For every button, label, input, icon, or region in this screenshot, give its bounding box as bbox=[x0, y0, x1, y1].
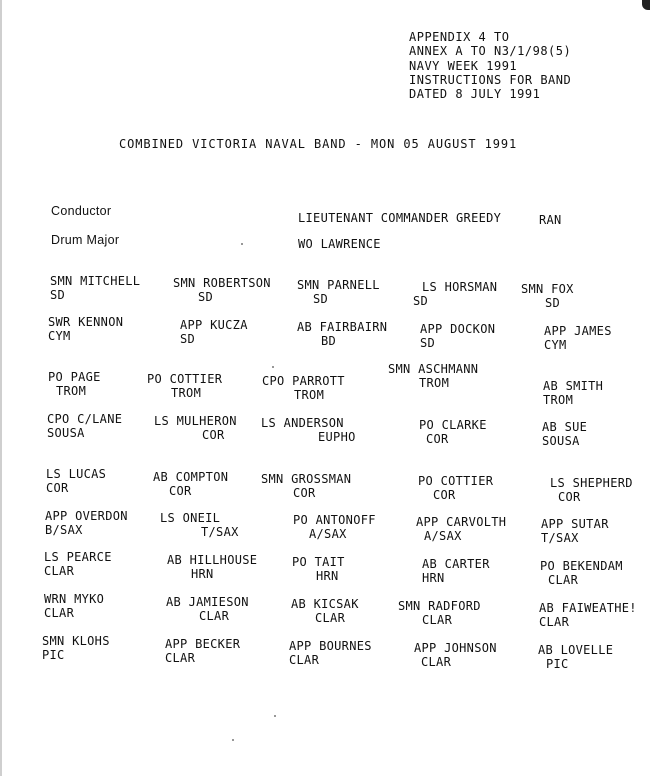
member-instrument: COR bbox=[46, 480, 69, 495]
band-member bbox=[413, 281, 497, 308]
band-member bbox=[544, 325, 612, 352]
scan-speck bbox=[274, 715, 276, 717]
band-member bbox=[42, 635, 110, 662]
member-instrument: A/SAX bbox=[309, 526, 347, 541]
member-name: PO CLARKE bbox=[419, 418, 487, 432]
member-name: SMN KLOHS bbox=[42, 634, 110, 648]
band-member bbox=[289, 640, 372, 667]
band-member bbox=[297, 321, 387, 348]
member-instrument: T/SAX bbox=[541, 530, 579, 545]
member-instrument: EUPHO bbox=[318, 429, 356, 444]
member-name: APP SUTAR bbox=[541, 517, 609, 531]
band-member bbox=[167, 554, 257, 581]
scan-edge bbox=[0, 0, 2, 776]
member-instrument: CLAR bbox=[165, 650, 196, 665]
band-member bbox=[291, 598, 359, 625]
member-instrument: CLAR bbox=[289, 652, 320, 667]
band-member bbox=[48, 316, 123, 343]
member-instrument: SD bbox=[180, 331, 196, 346]
member-instrument: COR bbox=[202, 427, 225, 442]
member-instrument: HRN bbox=[316, 568, 339, 583]
header-line: NAVY WEEK 1991 bbox=[409, 58, 518, 73]
member-instrument: TROM bbox=[419, 375, 450, 390]
member-name: AB JAMIESON bbox=[166, 595, 249, 609]
member-name: LS SHEPHERD bbox=[550, 476, 633, 490]
band-member bbox=[419, 419, 487, 446]
member-instrument: CLAR bbox=[44, 605, 75, 620]
band-member bbox=[293, 514, 376, 541]
header-line: ANNEX A TO N3/1/98(5) bbox=[409, 44, 572, 59]
band-member bbox=[416, 516, 506, 543]
document-title: COMBINED VICTORIA NAVAL BAND - MON 05 AUGUST 1991 bbox=[119, 137, 518, 151]
band-member bbox=[154, 415, 237, 442]
member-instrument: SD bbox=[413, 293, 429, 308]
member-instrument: COR bbox=[169, 483, 192, 498]
member-instrument: CLAR bbox=[315, 610, 346, 625]
member-name: AB LOVELLE bbox=[538, 643, 614, 657]
drum-major-name: WO LAWRENCE bbox=[298, 237, 381, 251]
member-name: LS HORSMAN bbox=[422, 280, 498, 294]
member-instrument: SD bbox=[545, 295, 561, 310]
member-name: APP OVERDON bbox=[45, 509, 128, 523]
member-instrument: COR bbox=[433, 487, 456, 502]
member-name: APP KUCZA bbox=[180, 318, 248, 332]
appendix-header bbox=[409, 30, 571, 101]
member-instrument: SD bbox=[313, 291, 329, 306]
member-name: APP JOHNSON bbox=[414, 641, 497, 655]
member-name: CPO PARROTT bbox=[262, 374, 345, 388]
band-member bbox=[48, 371, 101, 398]
member-instrument: TROM bbox=[171, 385, 202, 400]
band-member bbox=[160, 512, 239, 539]
member-name: PO COTTIER bbox=[418, 474, 494, 488]
member-name: AB FAIWEATHE! bbox=[539, 601, 637, 615]
band-member bbox=[542, 421, 587, 448]
member-instrument: CYM bbox=[48, 328, 71, 343]
band-member bbox=[541, 518, 609, 545]
band-member bbox=[173, 277, 271, 304]
member-name: SWR KENNON bbox=[48, 315, 124, 329]
member-name: AB SMITH bbox=[543, 379, 604, 393]
band-member bbox=[521, 283, 574, 310]
member-name: AB KICSAK bbox=[291, 597, 359, 611]
member-name: LS ANDERSON bbox=[261, 416, 344, 430]
band-member bbox=[538, 644, 613, 671]
member-name: SMN ROBERTSON bbox=[173, 276, 271, 290]
band-member bbox=[47, 413, 122, 440]
scan-corner-mark bbox=[642, 0, 650, 10]
member-name: PO PAGE bbox=[48, 370, 101, 384]
member-instrument: B/SAX bbox=[45, 522, 83, 537]
member-name: AB SUE bbox=[542, 420, 588, 434]
band-member bbox=[398, 600, 481, 627]
member-instrument: TROM bbox=[56, 383, 87, 398]
member-instrument: HRN bbox=[422, 570, 445, 585]
member-instrument: TROM bbox=[543, 392, 574, 407]
member-instrument: T/SAX bbox=[201, 524, 239, 539]
member-name: SMN FOX bbox=[521, 282, 574, 296]
band-member bbox=[292, 556, 345, 583]
member-instrument: CLAR bbox=[421, 654, 452, 669]
conductor-label: Conductor bbox=[51, 204, 112, 218]
scan-speck bbox=[232, 739, 234, 741]
member-name: APP BECKER bbox=[165, 637, 241, 651]
band-member bbox=[261, 473, 351, 500]
band-member bbox=[44, 551, 112, 578]
header-line: DATED 8 JULY 1991 bbox=[409, 87, 541, 102]
member-name: SMN PARNELL bbox=[297, 278, 380, 292]
conductor-name: LIEUTENANT COMMANDER GREEDY bbox=[298, 211, 502, 225]
member-name: SMN MITCHELL bbox=[50, 274, 141, 288]
member-name: AB CARTER bbox=[422, 557, 490, 571]
member-instrument: TROM bbox=[294, 387, 325, 402]
member-instrument: PIC bbox=[42, 647, 65, 662]
member-name: SMN ASCHMANN bbox=[388, 362, 479, 376]
member-instrument: SD bbox=[420, 335, 436, 350]
member-instrument: BD bbox=[321, 333, 337, 348]
member-instrument: COR bbox=[426, 431, 449, 446]
member-name: AB FAIRBAIRN bbox=[297, 320, 388, 334]
member-instrument: SOUSA bbox=[542, 433, 580, 448]
band-member bbox=[147, 373, 222, 400]
member-instrument: SD bbox=[50, 287, 66, 302]
band-member bbox=[44, 593, 104, 620]
band-member bbox=[414, 642, 497, 669]
band-member bbox=[415, 558, 490, 585]
band-member bbox=[50, 275, 140, 302]
member-instrument: COR bbox=[293, 485, 316, 500]
scan-speck bbox=[272, 366, 274, 368]
member-instrument: CLAR bbox=[548, 572, 579, 587]
member-name: LS ONEIL bbox=[160, 511, 221, 525]
member-name: CPO C/LANE bbox=[47, 412, 123, 426]
band-member bbox=[46, 468, 106, 495]
member-instrument: CLAR bbox=[199, 608, 230, 623]
member-name: APP BOURNES bbox=[289, 639, 372, 653]
conductor-suffix: RAN bbox=[539, 213, 562, 227]
band-member bbox=[166, 596, 249, 623]
member-name: AB COMPTON bbox=[153, 470, 229, 484]
member-name: PO ANTONOFF bbox=[293, 513, 376, 527]
member-instrument: CLAR bbox=[539, 614, 570, 629]
member-name: APP JAMES bbox=[544, 324, 612, 338]
member-name: LS PEARCE bbox=[44, 550, 112, 564]
member-instrument: COR bbox=[558, 489, 581, 504]
band-member bbox=[180, 319, 248, 346]
member-instrument: SD bbox=[198, 289, 214, 304]
band-member bbox=[388, 363, 478, 390]
scan-speck bbox=[241, 243, 243, 245]
band-member bbox=[261, 417, 356, 444]
member-name: PO COTTIER bbox=[147, 372, 223, 386]
band-member bbox=[543, 380, 603, 407]
band-member bbox=[540, 560, 623, 587]
band-member bbox=[262, 375, 345, 402]
band-member bbox=[420, 323, 495, 350]
member-name: LS MULHERON bbox=[154, 414, 237, 428]
member-instrument: A/SAX bbox=[424, 528, 462, 543]
member-name: APP DOCKON bbox=[420, 322, 496, 336]
member-name: LS LUCAS bbox=[46, 467, 107, 481]
drum-major-label: Drum Major bbox=[51, 233, 120, 247]
band-member bbox=[550, 477, 633, 504]
member-instrument: SOUSA bbox=[47, 425, 85, 440]
member-instrument: CYM bbox=[544, 337, 567, 352]
band-member bbox=[165, 638, 240, 665]
member-name: APP CARVOLTH bbox=[416, 515, 507, 529]
band-member bbox=[418, 475, 493, 502]
band-member bbox=[45, 510, 128, 537]
member-name: SMN GROSSMAN bbox=[261, 472, 352, 486]
member-instrument: HRN bbox=[191, 566, 214, 581]
member-name: AB HILLHOUSE bbox=[167, 553, 258, 567]
band-member bbox=[153, 471, 228, 498]
member-name: WRN MYKO bbox=[44, 592, 105, 606]
header-line: APPENDIX 4 TO bbox=[409, 30, 510, 44]
member-instrument: CLAR bbox=[44, 563, 75, 578]
member-name: PO TAIT bbox=[292, 555, 345, 569]
member-name: PO BEKENDAM bbox=[540, 559, 623, 573]
member-instrument: PIC bbox=[546, 656, 569, 671]
member-instrument: CLAR bbox=[422, 612, 453, 627]
band-member bbox=[297, 279, 380, 306]
band-member bbox=[539, 602, 637, 629]
header-line: INSTRUCTIONS FOR BAND bbox=[409, 72, 572, 87]
member-name: SMN RADFORD bbox=[398, 599, 481, 613]
